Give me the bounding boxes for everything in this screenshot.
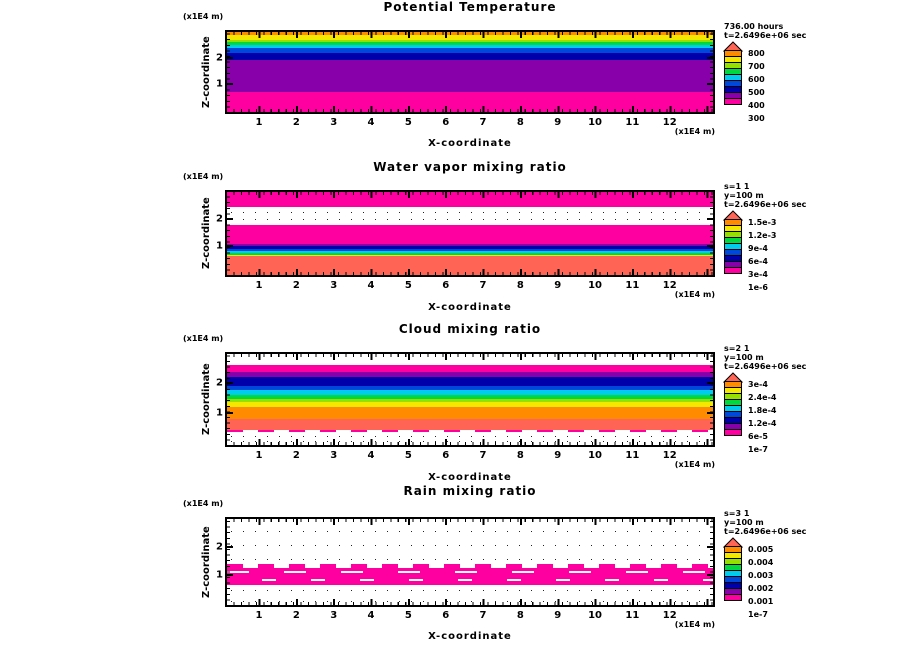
x-axis-tick-labels xyxy=(225,117,715,127)
grid-dot-row xyxy=(231,545,709,546)
grid-dot-row xyxy=(231,590,709,591)
z-axis-tick-label: 1 xyxy=(216,407,223,419)
panel-cloud-mixing-ratio xyxy=(0,322,904,484)
legend-text-line: t=2.6496e+06 sec xyxy=(724,362,807,371)
colorbar-tick-label: 1e-7 xyxy=(748,610,768,619)
grid-dot-row xyxy=(231,212,709,213)
colorbar-tick-label: 600 xyxy=(748,75,765,84)
colorbar-tick-label: 0.002 xyxy=(748,584,774,593)
y-axis-unit: (x1E4 m) xyxy=(183,12,224,21)
z-major-tick xyxy=(707,546,713,548)
colorbar-segment xyxy=(724,267,742,274)
x-axis-label: X-coordinate xyxy=(428,631,512,642)
panel-title: Potential Temperature xyxy=(383,0,557,14)
x-axis-tick-label: 8 xyxy=(516,117,524,128)
x-axis-tick-label: 9 xyxy=(554,280,562,291)
colorbar-tick-label: 0.005 xyxy=(748,545,774,554)
x-axis-label: X-coordinate xyxy=(428,302,512,313)
legend-text-line: t=2.6496e+06 sec xyxy=(724,200,807,209)
x-axis-tick-label: 9 xyxy=(554,117,562,128)
tick-marks xyxy=(227,192,230,275)
colorbar-segments xyxy=(724,51,742,105)
tick-marks xyxy=(227,354,713,360)
contour-band xyxy=(227,377,713,386)
colorbar-tick-label: 3e-4 xyxy=(748,270,768,279)
z-axis-tick-label: 2 xyxy=(216,377,223,389)
y-axis-label: Z-coordinate xyxy=(201,363,212,436)
x-axis-tick-label: 1 xyxy=(255,280,263,291)
colorbar-tick-label: 0.001 xyxy=(748,597,774,606)
x-axis-unit: (x1E4 m) xyxy=(674,127,715,136)
x-axis-tick-label: 11 xyxy=(625,117,640,128)
tick-marks xyxy=(227,269,713,275)
x-axis-tick-label: 2 xyxy=(292,450,300,461)
y-axis-unit: (x1E4 m) xyxy=(183,499,224,508)
x-axis-tick-label: 6 xyxy=(442,450,450,461)
colorbar-tick-label: 800 xyxy=(748,49,765,58)
x-axis-tick-label: 9 xyxy=(554,450,562,461)
legend xyxy=(724,509,900,617)
y-axis-label: Z-coordinate xyxy=(201,526,212,598)
colorbar-tick-label: 500 xyxy=(748,88,765,97)
colorbar-tick-label: 700 xyxy=(748,62,765,71)
z-major-tick xyxy=(227,412,233,414)
x-axis-tick-labels xyxy=(225,450,715,460)
z-major-tick xyxy=(707,412,713,414)
grid-dot-row xyxy=(231,436,709,437)
x-axis-tick-label: 4 xyxy=(367,117,375,128)
panel-water-vapor-mixing-ratio xyxy=(0,160,904,322)
tick-marks xyxy=(227,519,230,605)
colorbar-segments xyxy=(724,220,742,274)
legend xyxy=(724,182,900,290)
tick-marks xyxy=(710,519,713,605)
x-axis-tick-label: 6 xyxy=(442,280,450,291)
x-axis-tick-label: 11 xyxy=(625,450,640,461)
x-axis-unit: (x1E4 m) xyxy=(674,620,715,629)
contour-band xyxy=(227,53,713,60)
x-axis-tick-label: 3 xyxy=(330,450,338,461)
colorbar xyxy=(724,210,900,290)
z-axis-tick-label: 1 xyxy=(216,78,223,90)
y-axis-unit: (x1E4 m) xyxy=(183,334,224,343)
y-axis-label: Z-coordinate xyxy=(201,36,212,108)
contour-band xyxy=(227,430,713,432)
colorbar-tick-label: 1e-6 xyxy=(748,283,768,292)
colorbar-tick-label: 2.4e-4 xyxy=(748,393,777,402)
tick-marks xyxy=(227,32,713,38)
z-axis-tick-label: 2 xyxy=(216,52,223,64)
tick-marks xyxy=(710,32,713,112)
colorbar-tick-label: 1e-7 xyxy=(748,445,768,454)
x-axis-label: X-coordinate xyxy=(428,138,512,149)
legend-text-line: t=2.6496e+06 sec xyxy=(724,527,807,536)
z-major-tick xyxy=(707,382,713,384)
panel-title: Water vapor mixing ratio xyxy=(373,160,567,174)
contour-band xyxy=(227,407,713,419)
colorbar-tick-label: 6e-4 xyxy=(748,257,768,266)
x-axis-tick-label: 2 xyxy=(292,117,300,128)
grid-dot-row xyxy=(231,559,709,560)
legend-text-line: y=100 m xyxy=(724,518,764,527)
z-major-tick xyxy=(707,574,713,576)
x-axis-tick-label: 1 xyxy=(255,450,263,461)
x-axis-tick-label: 10 xyxy=(588,117,603,128)
colorbar xyxy=(724,372,900,452)
tick-marks xyxy=(227,519,713,525)
x-axis-tick-label: 1 xyxy=(255,610,263,621)
legend-text-line: y=100 m xyxy=(724,191,764,200)
colorbar xyxy=(724,537,900,617)
x-axis-tick-labels xyxy=(225,610,715,620)
y-axis-label: Z-coordinate xyxy=(201,197,212,270)
x-axis-tick-label: 12 xyxy=(662,450,677,461)
x-axis-tick-label: 4 xyxy=(367,450,375,461)
tick-marks xyxy=(227,354,230,445)
colorbar-tick-label: 300 xyxy=(748,114,765,123)
colorbar-segments xyxy=(724,547,742,601)
x-axis-tick-label: 3 xyxy=(330,117,338,128)
x-axis-tick-label: 5 xyxy=(404,450,412,461)
panel-title: Rain mixing ratio xyxy=(403,484,537,498)
legend-text-line: 736.00 hours xyxy=(724,22,784,31)
x-axis-tick-label: 8 xyxy=(516,280,524,291)
y-axis-unit: (x1E4 m) xyxy=(183,172,224,181)
contour-band xyxy=(227,225,713,244)
colorbar xyxy=(724,41,900,121)
x-axis-tick-label: 1 xyxy=(255,117,263,128)
z-major-tick xyxy=(227,546,233,548)
z-major-tick xyxy=(227,218,233,220)
z-major-tick xyxy=(227,574,233,576)
x-axis-tick-label: 10 xyxy=(588,280,603,291)
x-axis-tick-label: 9 xyxy=(554,610,562,621)
z-major-tick xyxy=(707,83,713,85)
colorbar-segment xyxy=(724,429,742,436)
x-axis-tick-label: 4 xyxy=(367,610,375,621)
colorbar-tick-label: 9e-4 xyxy=(748,244,768,253)
legend xyxy=(724,22,900,121)
grid-dot-row xyxy=(231,531,709,532)
colorbar-tick-label: 400 xyxy=(748,101,765,110)
x-axis-tick-label: 12 xyxy=(662,117,677,128)
panel-potential-temperature xyxy=(0,0,904,160)
colorbar-tick-label: 1.5e-3 xyxy=(748,218,777,227)
x-axis-tick-label: 5 xyxy=(404,280,412,291)
panel-rain-mixing-ratio xyxy=(0,484,904,654)
legend-text-line: s=1 1 xyxy=(724,182,750,191)
z-major-tick xyxy=(707,218,713,220)
legend xyxy=(724,344,900,452)
colorbar-tick-label: 1.2e-4 xyxy=(748,419,777,428)
z-major-tick xyxy=(707,245,713,247)
x-axis-tick-label: 8 xyxy=(516,450,524,461)
x-axis-tick-label: 10 xyxy=(588,450,603,461)
colorbar-tick-label: 0.003 xyxy=(748,571,774,580)
legend-text-line: s=3 1 xyxy=(724,509,750,518)
colorbar-segment xyxy=(724,594,742,601)
panel-title: Cloud mixing ratio xyxy=(398,322,542,336)
z-major-tick xyxy=(227,245,233,247)
x-axis-tick-label: 5 xyxy=(404,610,412,621)
tick-marks xyxy=(227,439,713,445)
tick-marks xyxy=(227,192,713,198)
plot-area xyxy=(216,352,715,447)
colorbar-segments xyxy=(724,382,742,436)
x-axis-tick-label: 7 xyxy=(479,280,487,291)
plot-area xyxy=(216,517,715,607)
z-major-tick xyxy=(227,83,233,85)
tick-marks xyxy=(710,192,713,275)
contour-band xyxy=(227,60,713,92)
colorbar-segment xyxy=(724,98,742,105)
x-axis-tick-label: 7 xyxy=(479,450,487,461)
legend-text-line: s=2 1 xyxy=(724,344,750,353)
plot-area xyxy=(216,190,715,277)
tick-marks xyxy=(227,106,713,112)
x-axis-tick-labels xyxy=(225,280,715,290)
z-major-tick xyxy=(707,57,713,59)
x-axis-tick-label: 7 xyxy=(479,117,487,128)
x-axis-tick-label: 12 xyxy=(662,610,677,621)
x-axis-tick-label: 2 xyxy=(292,610,300,621)
z-major-tick xyxy=(227,57,233,59)
x-axis-tick-label: 3 xyxy=(330,610,338,621)
z-axis-tick-label: 2 xyxy=(216,541,223,553)
legend-text-line: y=100 m xyxy=(724,353,764,362)
legend-text-line: t=2.6496e+06 sec xyxy=(724,31,807,40)
plot-area xyxy=(216,30,715,114)
x-axis-tick-label: 6 xyxy=(442,610,450,621)
colorbar-tick-label: 0.004 xyxy=(748,558,774,567)
contour-band xyxy=(227,568,713,586)
colorbar-tick-label: 1.8e-4 xyxy=(748,406,777,415)
contour-band xyxy=(227,365,713,373)
z-axis-tick-label: 2 xyxy=(216,213,223,225)
tick-marks xyxy=(227,32,230,112)
x-axis-tick-label: 11 xyxy=(625,610,640,621)
x-axis-tick-label: 5 xyxy=(404,117,412,128)
x-axis-tick-label: 6 xyxy=(442,117,450,128)
colorbar-tick-label: 3e-4 xyxy=(748,380,768,389)
x-axis-tick-label: 7 xyxy=(479,610,487,621)
x-axis-tick-label: 8 xyxy=(516,610,524,621)
x-axis-label: X-coordinate xyxy=(428,472,512,483)
contour-band xyxy=(227,419,713,430)
x-axis-tick-label: 2 xyxy=(292,280,300,291)
x-axis-tick-label: 12 xyxy=(662,280,677,291)
x-axis-tick-label: 10 xyxy=(588,610,603,621)
x-axis-tick-label: 3 xyxy=(330,280,338,291)
tick-marks xyxy=(710,354,713,445)
colorbar-tick-label: 1.2e-3 xyxy=(748,231,777,240)
tick-marks xyxy=(227,599,713,605)
x-axis-unit: (x1E4 m) xyxy=(674,460,715,469)
x-axis-unit: (x1E4 m) xyxy=(674,290,715,299)
z-major-tick xyxy=(227,382,233,384)
colorbar-tick-label: 6e-5 xyxy=(748,432,768,441)
grid-dot-row xyxy=(231,219,709,220)
z-axis-tick-label: 1 xyxy=(216,569,223,581)
x-axis-tick-label: 4 xyxy=(367,280,375,291)
x-axis-tick-label: 11 xyxy=(625,280,640,291)
z-axis-tick-label: 1 xyxy=(216,240,223,252)
